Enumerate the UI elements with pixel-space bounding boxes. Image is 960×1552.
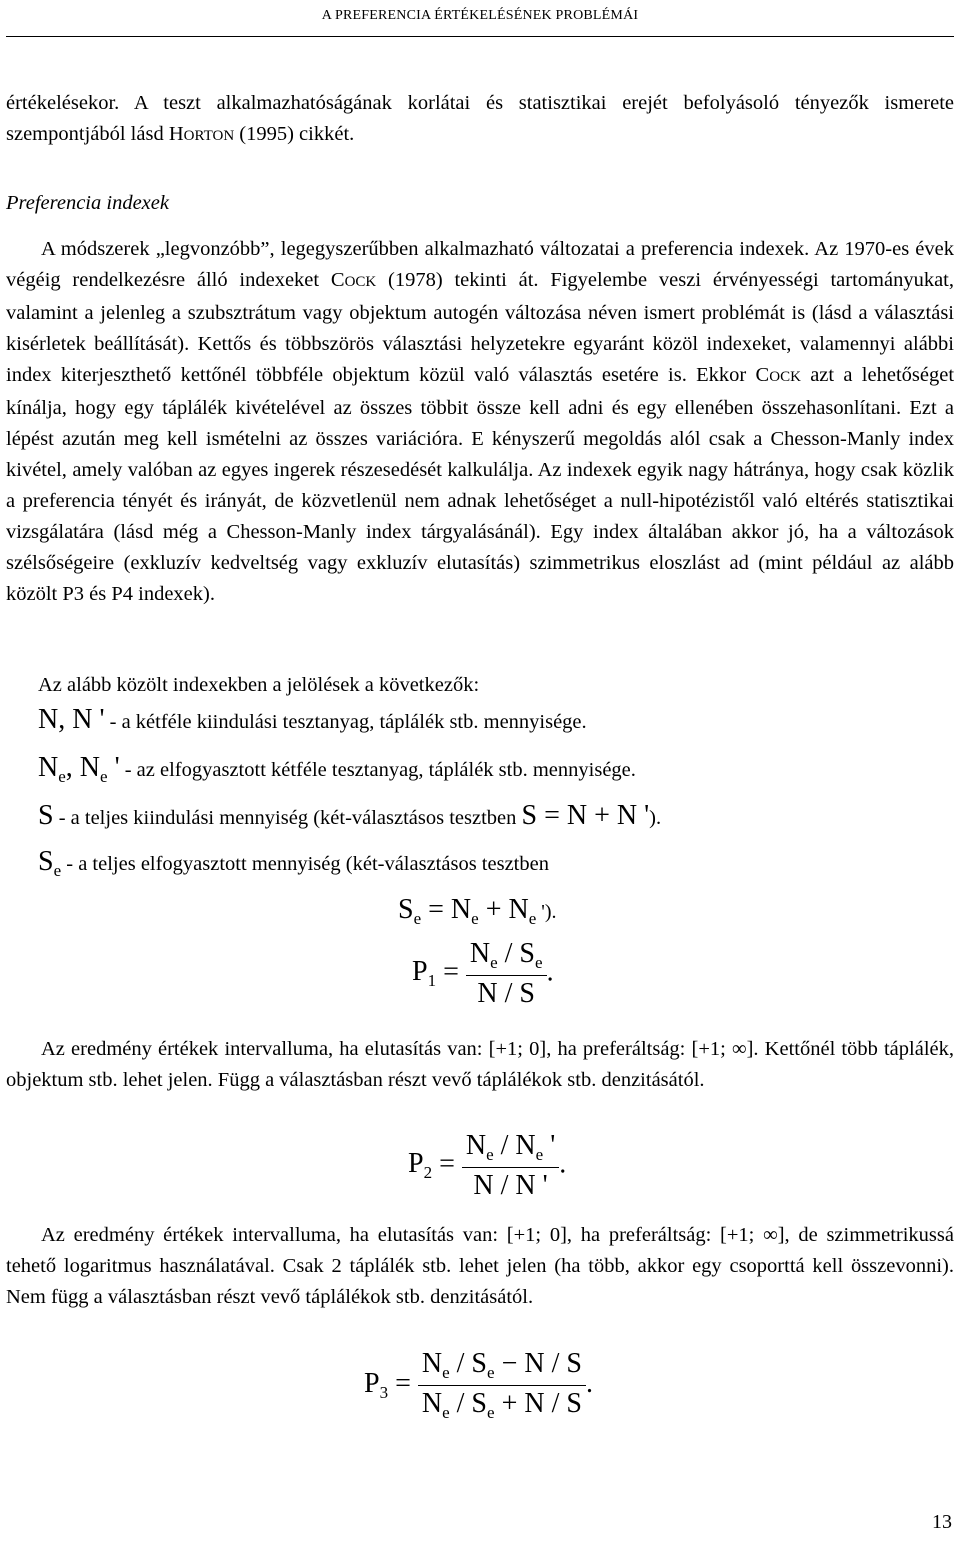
author-initial: H <box>168 123 184 145</box>
p3-fraction: $\frac{N_e / S_e - N / S}{N_e / S_e + N / S}$ <box>418 1348 586 1423</box>
cock-initial-2: C <box>755 364 770 386</box>
symbol-ne: $N_e$, $N_e$ ' <box>38 752 120 786</box>
cock-smallcaps: OCK <box>344 274 377 290</box>
paragraph-2-text-c: azt a lehetőséget kínálja, hogy egy táplálék kivételével az összes többit össze kell adni és egy ellenében összehasonlítani. Ezt a lépést azután meg kell ismételni az összes variációra. E kényszerű megoldás alól csak a Chesson-Manly index kivétel, amely valóban az egyes ingerek részesedését kalkulálja. Az indexek egyik nagy hátránya, hogy csak közlik a preferencia tényét és irányát, de közvetlenül nem adnak lehetőséget a null-hipotézistől való eltérés statisztikai vizsgálatára (lásd még a Chesson-Manly index tárgyalásánál). Egy index általában akkor jó, ha a változások szélsőségeire (exkluzív kedveltség vagy exkluzív elutasítás) szimmetrikus eloszlást ad (mint például az alább közölt P3 és P4 indexek). <box>6 364 955 605</box>
symbol-se: $S_e$ <box>38 846 62 880</box>
page-number: 13 <box>932 1511 952 1533</box>
symbol-n: N, N ' <box>38 704 105 735</box>
paragraph-2 <box>6 234 954 610</box>
notation-se-desc: - a teljes elfogyasztott mennyiség (két-választásos tesztben <box>61 853 549 875</box>
cock-initial: C <box>330 269 345 291</box>
notation-s-end: ). <box>649 807 662 829</box>
p3-lhs: $P_3$ <box>364 1367 389 1402</box>
paragraph-1 <box>6 88 954 152</box>
equation-p1: $P_1$ = $\frac{N_e / S_e}{N / S}$ . <box>412 938 554 1009</box>
author-smallcaps: ORTON <box>183 128 235 144</box>
notation-ne-desc: - az elfogyasztott kétféle tesztanyag, táplálék stb. mennyisége. <box>119 759 636 781</box>
cock-smallcaps-2: OCK <box>769 369 801 385</box>
equation-p3: $P_3$ = $\frac{N_e / S_e - N / S}{N_e / S_e + N / S}$ . <box>364 1348 593 1422</box>
header-rule <box>6 36 954 37</box>
paragraph-3: Az eredmény értékek intervalluma, ha elutasítás van: [+1; 0], ha preferáltság: [+1; ∞]. Kettőnél több táplálék, objektum stb. lehet jelen. Függ a választásban részt vevő táplálékok stb. denzitásától. <box>6 1038 954 1091</box>
section-title: Preferencia indexek <box>6 192 169 214</box>
p2-lhs: $P_2$ <box>408 1148 433 1183</box>
running-header: A PREFERENCIA ÉRTÉKELÉSÉNEK PROBLÉMÁI <box>321 8 639 23</box>
notation-s-desc: - a teljes kiindulási mennyiség (két-választásos tesztben <box>53 807 522 829</box>
paragraph-2-text-a: A módszerek „legvonzóbb”, legegyszerűbben alkalmazható változatai a preferencia indexek. Az 1970-es évek végéig rendelkezésre álló indexeket <box>6 238 954 291</box>
notation-se <box>38 846 549 881</box>
paragraph-1-text: értékelésekor. A teszt alkalmazhatóságának korlátai és statisztikai erejét befolyásoló tényezők ismerete szempontjából lásd <box>6 92 954 145</box>
equation-s-sum: S = N + N ' <box>521 800 650 831</box>
p2-fraction: $\frac{N_e / N_e '}{N / N '}$ <box>462 1130 559 1202</box>
notation-n-desc: - a kétféle kiindulási tesztanyag, táplálék stb. mennyisége. <box>104 711 587 733</box>
equation-p2: $P_2$ = $\frac{N_e / N_e '}{N / N '}$ . <box>408 1130 567 1201</box>
notation-s <box>38 800 661 832</box>
paragraph-1-text-end: (1995) cikkét. <box>234 123 355 145</box>
p1-lhs: $P_1$ <box>412 956 437 991</box>
notation-ne <box>38 752 636 787</box>
paragraph-4: Az eredmény értékek intervalluma, ha elutasítás van: [+1; 0], ha preferáltság: [+1; ∞], de szimmetrikussá tehető logaritmus használatával. Csak 2 táplálék stb. lehet jelen (ha több, akkor egy csoporttá kell összevonni). Nem függ a választásban részt vevő táplálékok stb. denzitásától. <box>6 1224 954 1308</box>
notation-intro: Az alább közölt indexekben a jelölések a következők: <box>38 674 480 696</box>
equation-se: $S_e = N_e + N_e$ '). <box>398 894 557 928</box>
symbol-s: S <box>38 800 54 831</box>
paragraph-2-text-b: (1978) tekinti át. Figyelembe veszi érvényességi tartományukat, valamint a jelenleg a szubsztrátum vagy objektum autogén változása néven ismert problémát is (lásd a választási kisérletek beállítását). Kettős és többszörös választási helyzetekre egyaránt közöl indexeket, valamennyi alábbi index kiterjeszthető kettőnél többféle objektum közül való választás esetére is. Ekkor <box>6 269 955 386</box>
p1-fraction: $\frac{N_e / S_e}{N / S}$ <box>466 938 547 1010</box>
notation-n <box>38 704 587 736</box>
